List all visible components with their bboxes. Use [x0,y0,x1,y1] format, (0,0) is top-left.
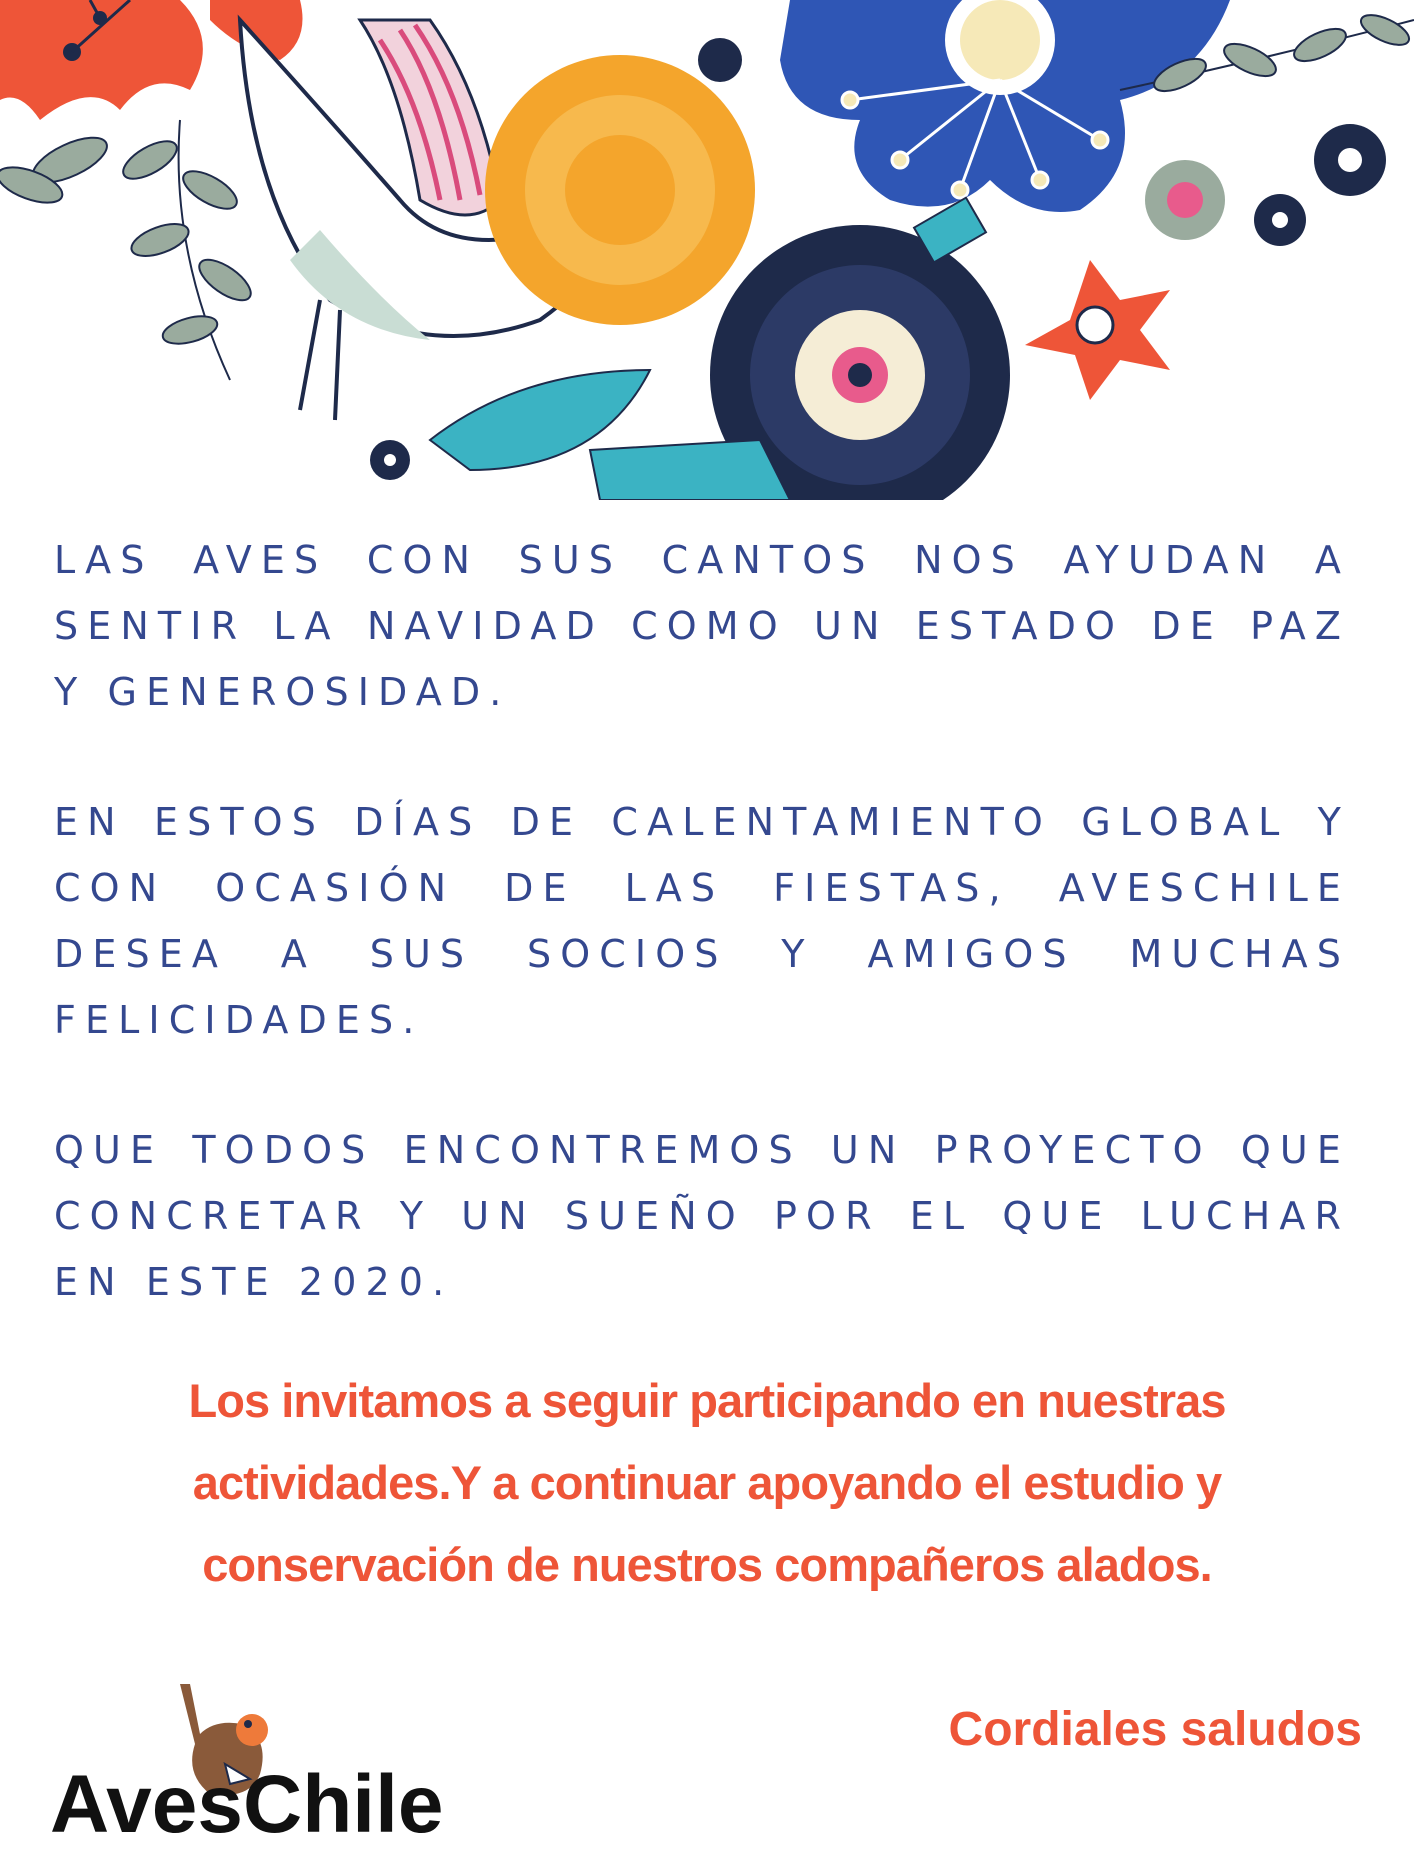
leaf-branch-left-icon [0,120,257,380]
invitation-text: Los invitamos a seguir participando en nuestras actividades.Y a continuar apoyando el estudio y conservación de nuestros compañeros alados. [188,1374,1226,1591]
paragraph-global-warming-greetings: EN ESTOS DÍAS DE CALENTAMIENTO GLOBAL Y CON OCASIÓN DE LAS FIESTAS, AVESCHILE DESEA A SUS SOCIOS Y AMIGOS MUCHAS FELICIDADES. [54,800,1350,1042]
paragraph-christmas-birds: LAS AVES CON SUS CANTOS NOS AYUDAN A SENTIR LA NAVIDAD COMO UN ESTADO DE PAZ Y GENEROSIDAD. [54,538,1350,714]
floral-bird-illustration-icon [0,0,1414,500]
closing-greeting: Cordiales saludos [948,1703,1362,1756]
orange-flower-icon [0,0,203,120]
yellow-flower-icon [485,55,755,325]
small-orange-flower-icon [1025,260,1170,400]
paragraph-project-dream: QUE TODOS ENCONTREMOS UN PROYECTO QUE CONCRETAR Y UN SUEÑO POR EL QUE LUCHAR EN ESTE 2020. [54,1128,1350,1304]
pink-flower-icon [1145,160,1225,240]
aveschile-logo-text: AvesChile [50,1759,444,1850]
